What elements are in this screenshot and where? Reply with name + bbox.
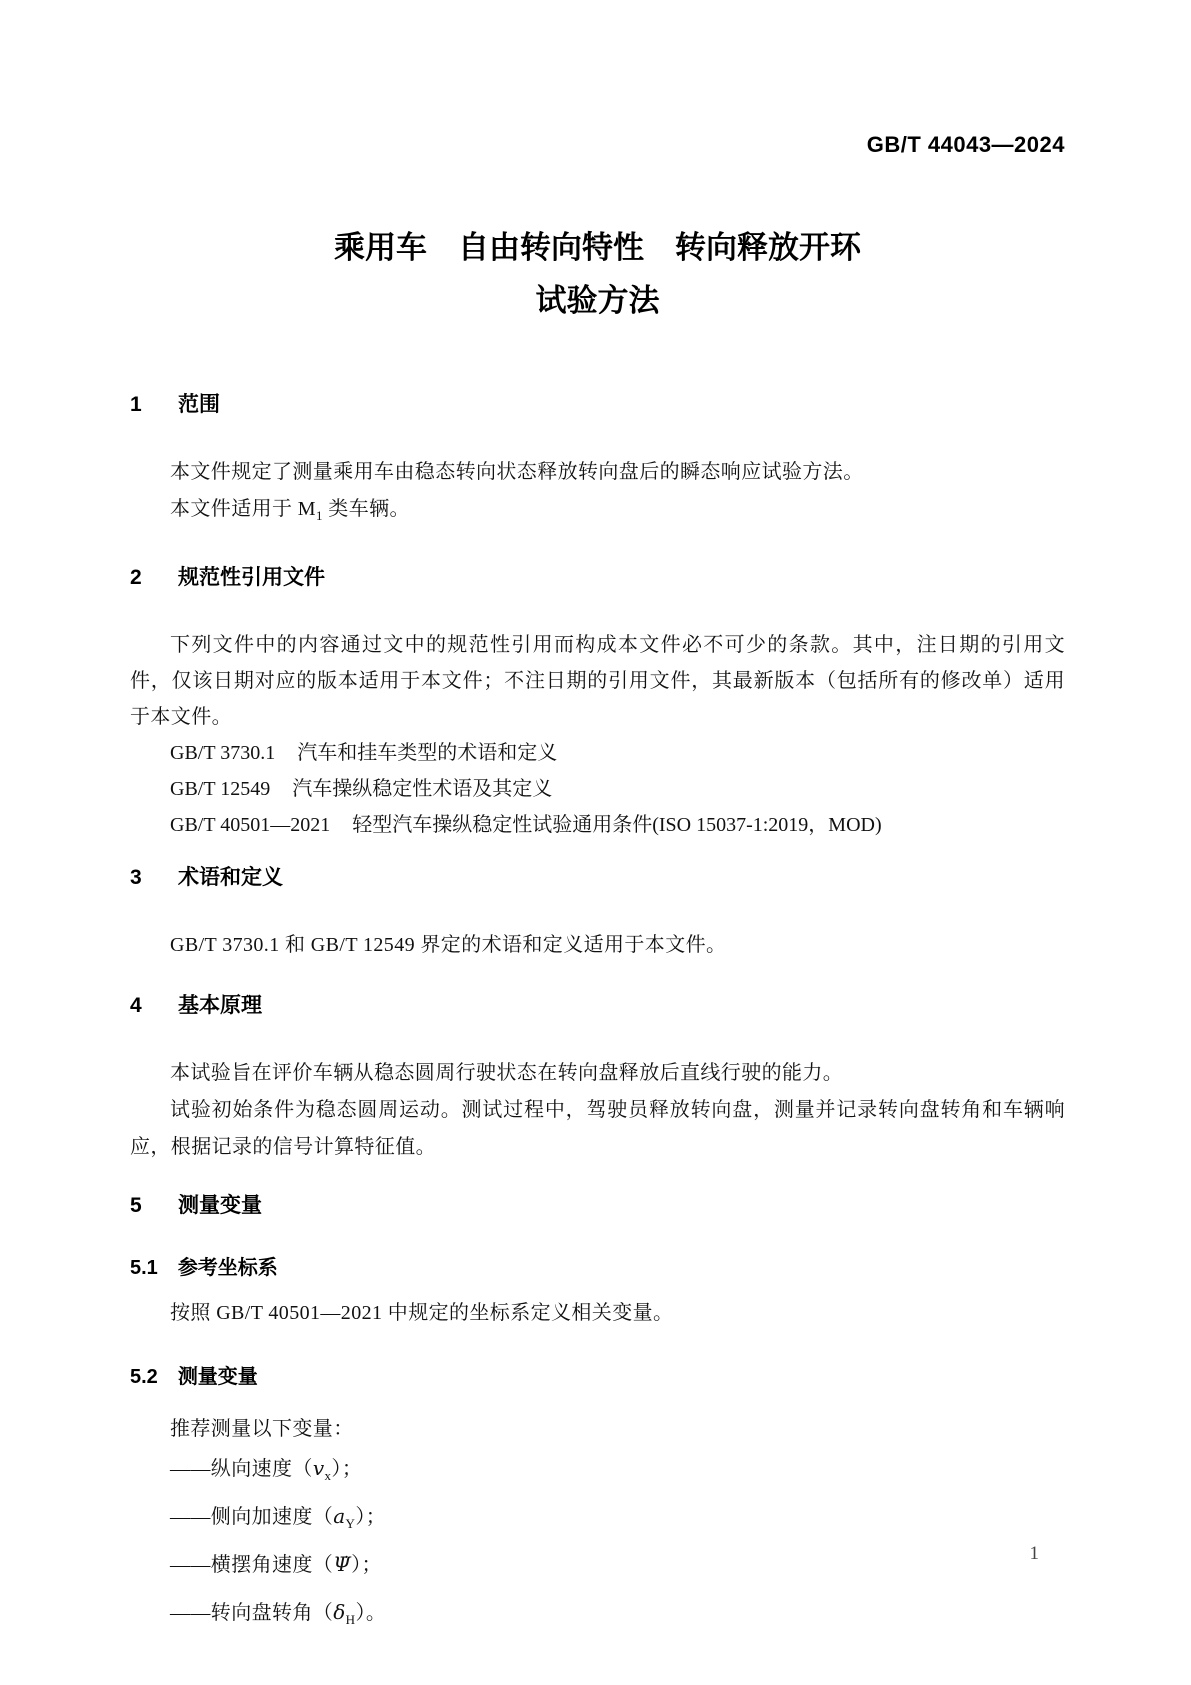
applicability-text-post: 类车辆。	[322, 498, 410, 520]
variable-subscript: H	[345, 1612, 356, 1627]
section-title: 测量变量	[178, 1194, 262, 1217]
variables-list	[130, 1448, 1065, 1640]
variable-label: ——转向盘转角（	[170, 1602, 334, 1624]
reference-name: 汽车和挂车类型的术语和定义	[297, 742, 558, 764]
section-number: 5	[130, 1194, 142, 1217]
standard-number: GB/T 44043—2024	[866, 132, 1065, 157]
section-title: 范围	[178, 393, 220, 416]
section-heading-scope	[130, 391, 1065, 419]
scope-paragraph-2	[130, 491, 1065, 534]
subsection-title: 参考坐标系	[177, 1257, 278, 1279]
section-heading-terms	[130, 864, 1065, 892]
section-title: 术语和定义	[178, 866, 283, 889]
normative-references-list	[130, 735, 1065, 843]
variable-label: ——横摆角速度（	[170, 1554, 334, 1576]
reference-code: GB/T 3730.1	[170, 742, 276, 764]
reference-frame-paragraph: 按照 GB/T 40501—2021 中规定的坐标系定义相关变量。	[170, 1302, 674, 1324]
normative-references-paragraph: 下列文件中的内容通过文中的规范性引用而构成本文件必不可少的条款。其中，注日期的引用文件，仅该日期对应的版本适用于本文件；不注日期的引用文件，其最新版本（包括所有的修改单）适用于本文件。	[130, 634, 1065, 728]
section-title: 基本原理	[178, 994, 262, 1017]
section-number: 4	[130, 994, 142, 1017]
variable-label-end: ）。	[355, 1602, 387, 1624]
variable-subscript: Y	[345, 1516, 356, 1531]
section-number: 1	[130, 393, 142, 416]
variable-symbol: v	[312, 1456, 325, 1480]
reference-code: GB/T 12549	[170, 778, 271, 800]
reference-name: 轻型汽车操纵稳定性试验通用条件(ISO 15037-1:2019，MOD)	[352, 814, 882, 836]
subsection-number: 5.2	[130, 1366, 158, 1388]
variable-item-longitudinal-velocity	[170, 1448, 1065, 1496]
variable-item-lateral-acceleration	[170, 1496, 1065, 1544]
variable-subscript: x	[324, 1468, 332, 1483]
subsection-title: 测量变量	[177, 1366, 258, 1388]
document-title-line1: 乘用车 自由转向特性 转向释放开环	[334, 230, 861, 265]
variable-symbol: a	[333, 1504, 346, 1528]
reference-item	[170, 735, 1065, 771]
variable-item-yaw-rate	[170, 1544, 1065, 1592]
document-title	[130, 221, 1065, 327]
document-title-line2: 试验方法	[535, 283, 660, 318]
reference-name: 汽车操纵稳定性术语及其定义	[292, 778, 553, 800]
page-number: 1	[1029, 1543, 1039, 1564]
reference-item	[170, 807, 1065, 843]
variable-label: ——纵向速度（	[170, 1458, 313, 1480]
variable-symbol: δ	[333, 1600, 346, 1624]
variable-item-steering-wheel-angle	[170, 1592, 1065, 1640]
section-number: 2	[130, 566, 142, 589]
principle-paragraph-2: 试验初始条件为稳态圆周运动。测试过程中，驾驶员释放转向盘，测量并记录转向盘转角和车辆响应，根据记录的信号计算特征值。	[130, 1099, 1065, 1158]
variable-symbol: Ψ̇	[333, 1552, 352, 1576]
vehicle-category-subscript: 1	[315, 508, 323, 523]
principle-paragraph-1: 本试验旨在评价车辆从稳态圆周行驶状态在转向盘释放后直线行驶的能力。	[170, 1062, 844, 1084]
reference-code: GB/T 40501—2021	[170, 814, 331, 836]
variable-label-end: ）；	[331, 1458, 363, 1480]
variable-label-end: ）；	[355, 1506, 387, 1528]
terms-paragraph: GB/T 3730.1 和 GB/T 12549 界定的术语和定义适用于本文件。	[170, 934, 727, 956]
section-heading-principle	[130, 992, 1065, 1020]
subsection-heading-measured-variables	[130, 1364, 1065, 1391]
variable-label-end: ）；	[351, 1554, 382, 1576]
scope-paragraph-1: 本文件规定了测量乘用车由稳态转向状态释放转向盘后的瞬态响应试验方法。	[170, 461, 864, 483]
variables-intro: 推荐测量以下变量：	[170, 1418, 354, 1440]
subsection-heading-reference-frame	[130, 1255, 1065, 1282]
section-number: 3	[130, 866, 142, 889]
subsection-number: 5.1	[130, 1257, 158, 1279]
section-title: 规范性引用文件	[178, 566, 325, 589]
section-heading-normative-references	[130, 564, 1065, 592]
applicability-text-pre: 本文件适用于 M	[170, 498, 316, 520]
variable-label: ——侧向加速度（	[170, 1506, 334, 1528]
document-header	[130, 0, 1065, 159]
section-heading-variables	[130, 1192, 1065, 1220]
reference-item	[170, 771, 1065, 807]
